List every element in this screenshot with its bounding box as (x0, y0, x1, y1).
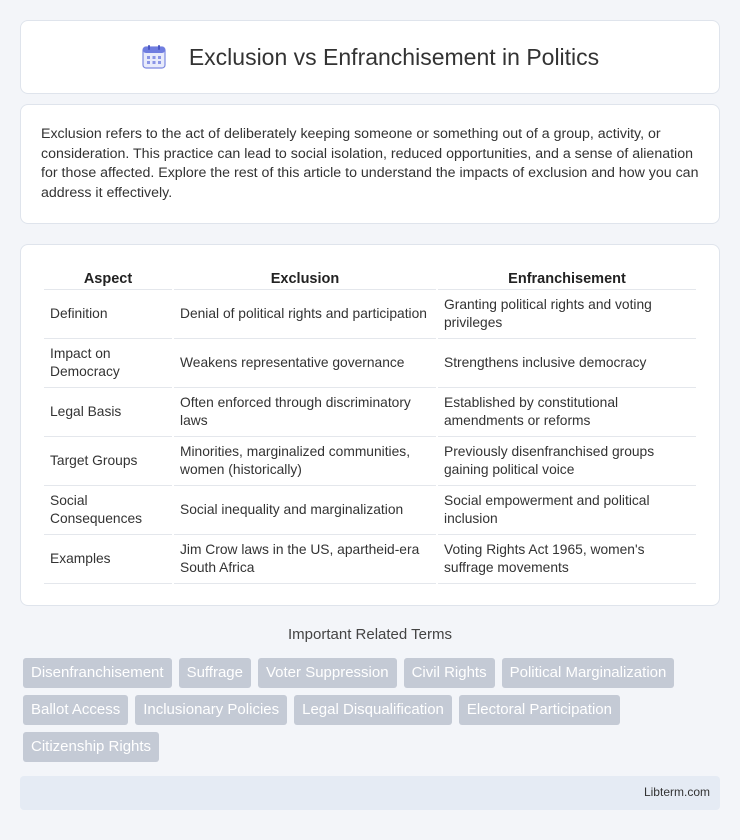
comparison-table (42, 267, 698, 584)
footer-site-link[interactable]: Libterm.com (643, 785, 710, 799)
table-row (44, 388, 696, 437)
table-row (44, 437, 696, 486)
cell-exclusion: Often enforced through discriminatory laws (174, 388, 436, 437)
cell-aspect: Social Consequences (44, 486, 172, 535)
intro-text: Exclusion refers to the act of deliberately keeping someone or something out of a group, activity, or consideration. This practice can lead to social isolation, reduced opportunities, and a sense of alienation for those affected. Explore the rest of this article to understand the impacts of exclusion and how you can address it effectively. (41, 126, 699, 201)
cell-aspect: Target Groups (44, 437, 172, 486)
table-row (44, 486, 696, 535)
table-row (44, 339, 696, 388)
cell-exclusion: Jim Crow laws in the US, apartheid-era South Africa (174, 535, 436, 584)
tag-legal-disqualification[interactable]: Legal Disqualification (294, 695, 452, 725)
related-terms-list (23, 658, 723, 769)
header-exclusion: Exclusion (174, 267, 436, 290)
cell-aspect: Definition (44, 290, 172, 339)
intro-card (20, 104, 720, 224)
tag-suffrage[interactable]: Suffrage (179, 658, 251, 688)
tag-citizenship-rights[interactable]: Citizenship Rights (23, 732, 159, 762)
calendar-icon (141, 44, 167, 70)
tag-electoral-participation[interactable]: Electoral Participation (459, 695, 620, 725)
cell-aspect: Examples (44, 535, 172, 584)
header-enfranchisement: Enfranchisement (438, 267, 696, 290)
cell-enfranchisement: Previously disenfranchised groups gaining political voice (438, 437, 696, 486)
table-header-row (44, 267, 696, 290)
tag-voter-suppression[interactable]: Voter Suppression (258, 658, 397, 688)
cell-enfranchisement: Voting Rights Act 1965, women's suffrage movements (438, 535, 696, 584)
cell-exclusion: Minorities, marginalized communities, women (historically) (174, 437, 436, 486)
cell-exclusion: Weakens representative governance (174, 339, 436, 388)
table-row (44, 290, 696, 339)
cell-exclusion: Social inequality and marginalization (174, 486, 436, 535)
cell-enfranchisement: Established by constitutional amendments or reforms (438, 388, 696, 437)
tag-ballot-access[interactable]: Ballot Access (23, 695, 128, 725)
cell-aspect: Impact on Democracy (44, 339, 172, 388)
tag-civil-rights[interactable]: Civil Rights (404, 658, 495, 688)
tag-political-marginalization[interactable]: Political Marginalization (502, 658, 675, 688)
cell-enfranchisement: Social empowerment and political inclusion (438, 486, 696, 535)
tag-inclusionary-policies[interactable]: Inclusionary Policies (135, 695, 287, 725)
comparison-card (20, 244, 720, 606)
cell-exclusion: Denial of political rights and participation (174, 290, 436, 339)
cell-enfranchisement: Granting political rights and voting privileges (438, 290, 696, 339)
cell-enfranchisement: Strengthens inclusive democracy (438, 339, 696, 388)
header-aspect: Aspect (44, 267, 172, 290)
table-row (44, 535, 696, 584)
related-terms-title: Important Related Terms (288, 626, 452, 643)
page-title: Exclusion vs Enfranchisement in Politics (188, 43, 600, 70)
title-card (20, 20, 720, 94)
tag-disenfranchisement[interactable]: Disenfranchisement (23, 658, 172, 688)
footer (20, 776, 720, 810)
cell-aspect: Legal Basis (44, 388, 172, 437)
